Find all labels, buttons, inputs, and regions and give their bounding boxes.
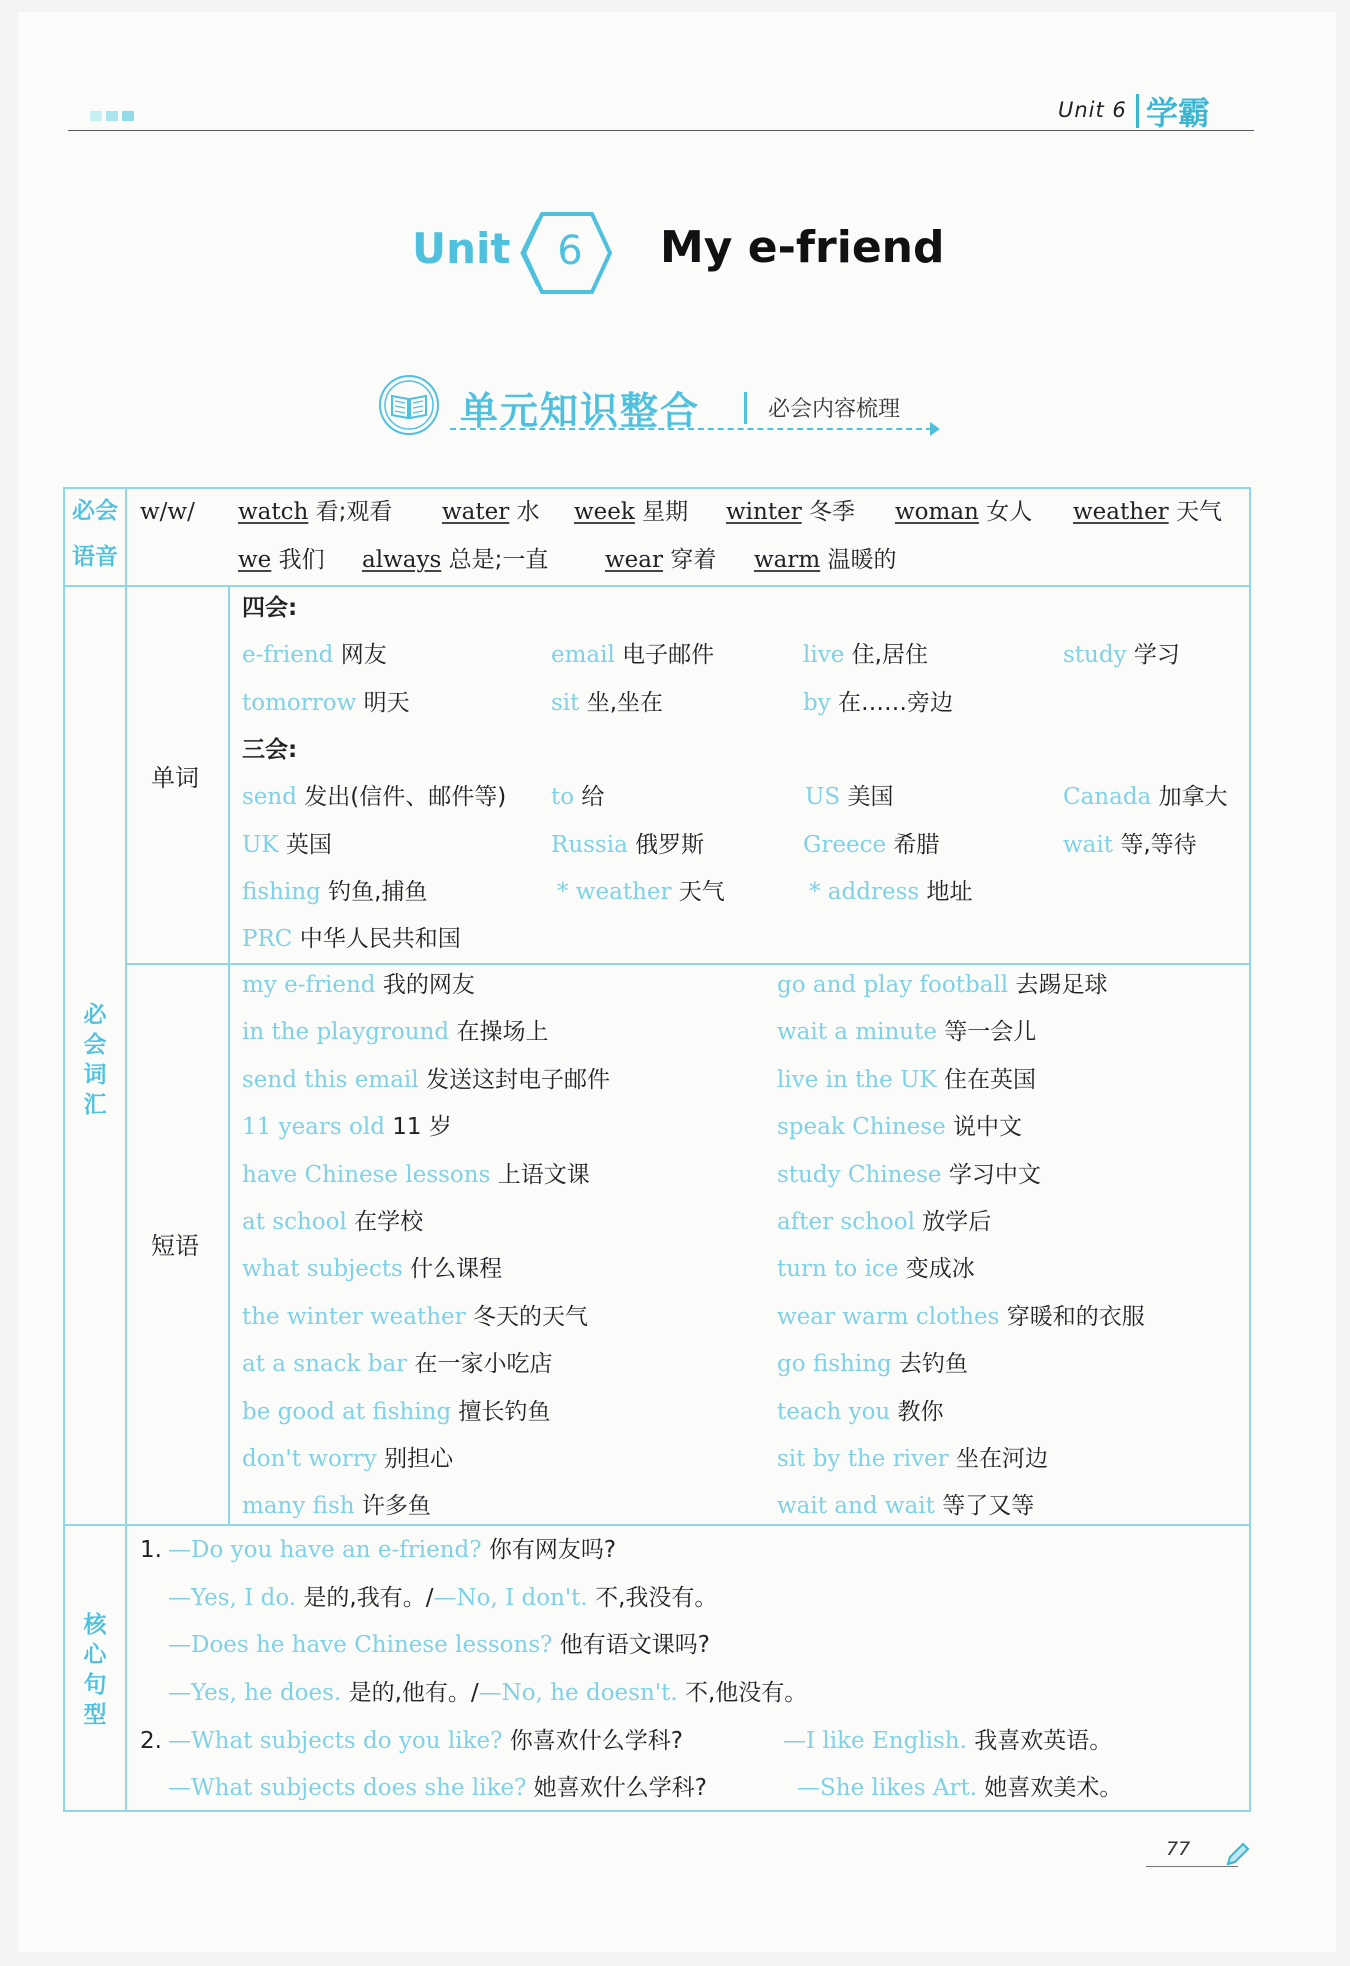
word-item: live 住,居住 <box>803 642 928 668</box>
phonics-meaning: 冬季 <box>809 499 856 525</box>
sentence-line: —Yes, he does. 是的,他有。/—No, he doesn't. 不,他没有。 <box>168 1680 808 1706</box>
section-divider <box>744 392 747 424</box>
header-unit-label: Unit 6 <box>1058 98 1127 122</box>
table-divider <box>63 1524 1251 1526</box>
word-item: e-friend 网友 <box>242 642 387 668</box>
sentence-line: —I like English. 我喜欢英语。 <box>783 1728 1113 1754</box>
phrase-item: wear warm clothes 穿暖和的衣服 <box>777 1304 1145 1330</box>
table-divider <box>63 585 1251 587</box>
unit-word: Unit <box>412 224 511 273</box>
unit-title: My e-friend <box>660 222 945 273</box>
word-item: UK 英国 <box>242 832 332 858</box>
word-item: sit 坐,坐在 <box>551 690 664 716</box>
word-item: study 学习 <box>1063 642 1180 668</box>
brand-logo: 学霸 <box>1146 94 1211 132</box>
phrase-item: in the playground 在操场上 <box>242 1019 549 1045</box>
word-item: wait 等,等待 <box>1063 832 1197 858</box>
phonics-word: water <box>442 499 510 525</box>
phonics-word: winter <box>726 499 802 525</box>
category-vocab: 必 会 词 汇 <box>83 1002 107 1118</box>
phrase-item: wait a minute 等一会儿 <box>777 1019 1037 1045</box>
phrase-item: what subjects 什么课程 <box>242 1256 503 1282</box>
phrase-item: turn to ice 变成冰 <box>777 1256 975 1282</box>
phonics-word: woman <box>895 499 979 525</box>
unit-number: 6 <box>557 228 583 274</box>
word-item: * weather 天气 <box>557 879 725 905</box>
phonics-sound: w/w/ <box>140 499 195 525</box>
table-divider <box>125 963 1251 965</box>
phonics-meaning: 天气 <box>1176 499 1222 525</box>
header-divider <box>1136 94 1139 128</box>
category-phonics-line2: 语音 <box>72 544 118 570</box>
table-divider <box>125 487 127 1812</box>
phrase-item: the winter weather 冬天的天气 <box>242 1304 588 1330</box>
arrow-right-icon <box>930 422 940 436</box>
section-subtitle: 必会内容梳理 <box>768 397 901 422</box>
phrase-item: teach you 教你 <box>777 1399 944 1425</box>
word-item: fishing 钓鱼,捕鱼 <box>242 879 428 905</box>
words-label: 单词 <box>151 764 199 792</box>
pencil-icon <box>1222 1840 1252 1870</box>
word-item: tomorrow 明天 <box>242 690 410 716</box>
phonics-meaning: 温暖的 <box>827 547 897 573</box>
phrase-item: don't worry 别担心 <box>242 1446 454 1472</box>
knowledge-table <box>63 487 1251 1812</box>
phrase-item: at school 在学校 <box>242 1209 424 1235</box>
phrase-item: at a snack bar 在一家小吃店 <box>242 1351 553 1377</box>
phrase-item: go and play football 去踢足球 <box>777 972 1108 998</box>
phrase-item: be good at fishing 擅长钓鱼 <box>242 1399 551 1425</box>
table-divider <box>228 585 230 1524</box>
phrase-item: have Chinese lessons 上语文课 <box>242 1162 590 1188</box>
phonics-word: weather <box>1073 499 1169 525</box>
section-dashed-line <box>450 428 932 430</box>
sentence-line: —What subjects do you like? 你喜欢什么学科? <box>168 1728 684 1754</box>
phonics-meaning: 女人 <box>986 499 1033 525</box>
phrase-item: study Chinese 学习中文 <box>777 1162 1041 1188</box>
phrase-item: after school 放学后 <box>777 1209 992 1235</box>
phonics-meaning: 星期 <box>642 499 689 525</box>
sentence-line: —She likes Art. 她喜欢美术。 <box>797 1775 1123 1801</box>
sentence-number: 2. <box>140 1728 162 1754</box>
sentence-number: 1. <box>140 1537 162 1563</box>
word-item: PRC 中华人民共和国 <box>242 926 461 952</box>
word-item: Canada 加拿大 <box>1063 784 1228 810</box>
phonics-meaning: 总是;一直 <box>448 547 549 573</box>
phonics-meaning: 穿着 <box>670 547 717 573</box>
phonics-word: always <box>362 547 442 573</box>
phrase-item: 11 years old 11 岁 <box>242 1114 452 1140</box>
phonics-meaning: 我们 <box>278 547 325 573</box>
phrase-item: go fishing 去钓鱼 <box>777 1351 969 1377</box>
phrase-item: send this email 发送这封电子邮件 <box>242 1067 610 1093</box>
phonics-word: week <box>574 499 635 525</box>
category-phonics-line1: 必会 <box>72 498 118 524</box>
header-rule <box>68 130 1254 131</box>
phonics-word: wear <box>605 547 664 573</box>
phonics-word: warm <box>754 547 821 573</box>
sentence-line: —Do you have an e-friend? 你有网友吗? <box>168 1537 617 1563</box>
phonics-word: watch <box>238 499 309 525</box>
phonics-meaning: 水 <box>516 499 540 525</box>
phrase-item: wait and wait 等了又等 <box>777 1493 1035 1519</box>
word-item: email 电子邮件 <box>551 642 715 668</box>
phrase-item: live in the UK 住在英国 <box>777 1067 1036 1093</box>
sentence-line: —Yes, I do. 是的,我有。/—No, I don't. 不,我没有。 <box>168 1585 718 1611</box>
phrase-item: speak Chinese 说中文 <box>777 1114 1023 1140</box>
page-number: 77 <box>1166 1838 1191 1860</box>
word-item: send 发出(信件、邮件等) <box>242 784 507 810</box>
header-decoration <box>90 106 138 125</box>
phonics-meaning: 看;观看 <box>315 499 393 525</box>
category-sentences: 核 心 句 型 <box>83 1612 107 1728</box>
phrase-item: sit by the river 坐在河边 <box>777 1446 1048 1472</box>
three-skill-label: 三会: <box>242 737 298 763</box>
phrase-item: many fish 许多鱼 <box>242 1493 431 1519</box>
sentence-line: —What subjects does she like? 她喜欢什么学科? <box>168 1775 707 1801</box>
word-item: to 给 <box>551 784 605 810</box>
word-item: Russia 俄罗斯 <box>551 832 705 858</box>
phrase-item: my e-friend 我的网友 <box>242 972 475 998</box>
book-icon <box>378 374 440 436</box>
word-item: * address 地址 <box>809 879 973 905</box>
word-item: US 美国 <box>805 784 894 810</box>
section-title: 单元知识整合 <box>460 389 701 433</box>
four-skill-label: 四会: <box>242 595 298 621</box>
phrases-label: 短语 <box>151 1232 199 1260</box>
sentence-line: —Does he have Chinese lessons? 他有语文课吗? <box>168 1632 711 1658</box>
word-item: by 在……旁边 <box>803 690 954 716</box>
phonics-word: we <box>238 547 272 573</box>
word-item: Greece 希腊 <box>803 832 940 858</box>
